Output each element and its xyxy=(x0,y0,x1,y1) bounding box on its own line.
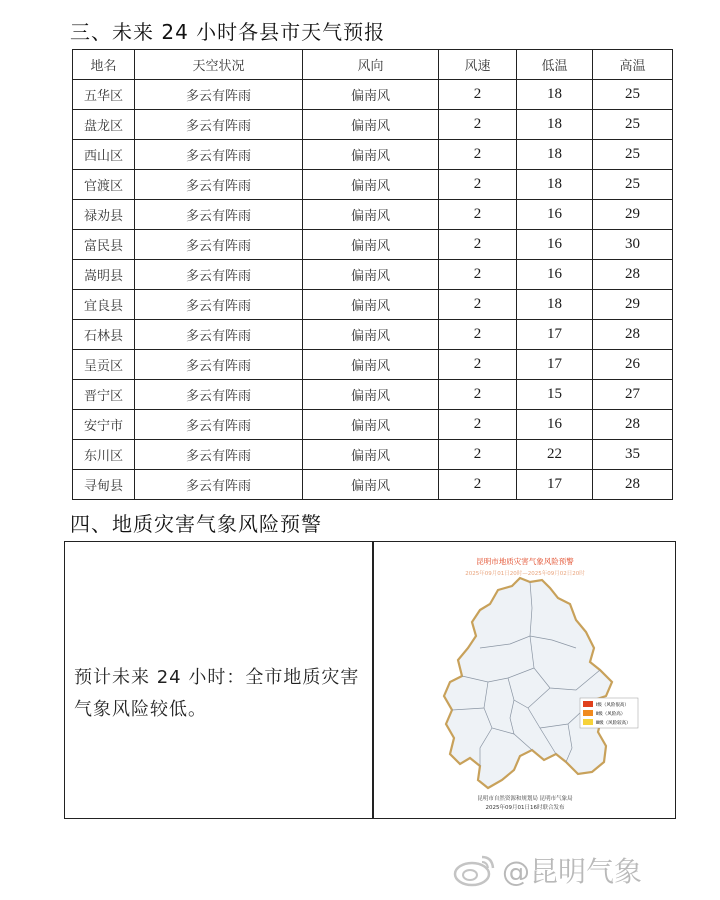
table-cell: 25 xyxy=(593,170,673,200)
table-row xyxy=(73,200,673,230)
table-cell: 多云有阵雨 xyxy=(135,260,303,290)
table-cell: 28 xyxy=(593,470,673,500)
column-header: 地名 xyxy=(73,50,135,80)
table-cell: 多云有阵雨 xyxy=(135,440,303,470)
table-cell: 2 xyxy=(439,260,517,290)
map-footer-date: 2025年09月01日16时联合发布 xyxy=(485,805,565,811)
column-header: 天空状况 xyxy=(135,50,303,80)
table-cell: 25 xyxy=(593,110,673,140)
table-cell: 偏南风 xyxy=(303,230,439,260)
table-cell: 安宁市 xyxy=(73,410,135,440)
table-cell: 27 xyxy=(593,380,673,410)
table-cell: 2 xyxy=(439,440,517,470)
map-footer-issuer: 昆明市自然资源和规划局 昆明市气象局 xyxy=(477,796,573,802)
table-cell: 2 xyxy=(439,290,517,320)
weibo-watermark xyxy=(452,850,642,890)
table-cell: 多云有阵雨 xyxy=(135,290,303,320)
legend-swatch-3 xyxy=(583,719,593,725)
table-row xyxy=(73,440,673,470)
table-cell: 17 xyxy=(517,350,593,380)
table-cell: 18 xyxy=(517,110,593,140)
table-cell: 16 xyxy=(517,200,593,230)
table-cell: 35 xyxy=(593,440,673,470)
table-cell: 多云有阵雨 xyxy=(135,230,303,260)
table-cell: 18 xyxy=(517,170,593,200)
table-row xyxy=(73,80,673,110)
table-cell: 多云有阵雨 xyxy=(135,350,303,380)
table-cell: 15 xyxy=(517,380,593,410)
table-cell: 盘龙区 xyxy=(73,110,135,140)
table-cell: 偏南风 xyxy=(303,260,439,290)
table-cell: 东川区 xyxy=(73,440,135,470)
table-cell: 偏南风 xyxy=(303,170,439,200)
map-subtitle: 2025年09月01日20时—2025年09月02日20时 xyxy=(465,571,585,577)
table-cell: 2 xyxy=(439,320,517,350)
kunming-outline xyxy=(444,578,612,788)
table-cell: 2 xyxy=(439,350,517,380)
legend-swatch-1 xyxy=(583,701,593,707)
column-header: 风向 xyxy=(303,50,439,80)
table-header-row xyxy=(73,50,673,80)
table-cell: 22 xyxy=(517,440,593,470)
table-cell: 2 xyxy=(439,140,517,170)
table-cell: 偏南风 xyxy=(303,350,439,380)
table-row xyxy=(73,380,673,410)
table-cell: 多云有阵雨 xyxy=(135,470,303,500)
risk-summary: 预计未来 24 小时：全市地质灾害气象风险较低。 xyxy=(74,667,360,720)
table-cell: 晋宁区 xyxy=(73,380,135,410)
table-cell: 18 xyxy=(517,140,593,170)
table-cell: 多云有阵雨 xyxy=(135,410,303,440)
table-cell: 26 xyxy=(593,350,673,380)
table-row xyxy=(73,320,673,350)
table-cell: 嵩明县 xyxy=(73,260,135,290)
map-title: 昆明市地质灾害气象风险预警 xyxy=(476,557,574,566)
table-cell: 富民县 xyxy=(73,230,135,260)
table-cell: 偏南风 xyxy=(303,80,439,110)
table-cell: 2 xyxy=(439,200,517,230)
table-cell: 偏南风 xyxy=(303,470,439,500)
table-cell: 多云有阵雨 xyxy=(135,80,303,110)
table-cell: 29 xyxy=(593,290,673,320)
legend-label-3: Ⅲ级（风险较高） xyxy=(596,721,631,726)
table-cell: 25 xyxy=(593,80,673,110)
table-row xyxy=(73,350,673,380)
table-cell: 多云有阵雨 xyxy=(135,380,303,410)
table-cell: 28 xyxy=(593,320,673,350)
table-row xyxy=(73,410,673,440)
table-cell: 石林县 xyxy=(73,320,135,350)
table-row xyxy=(73,140,673,170)
table-row xyxy=(73,290,673,320)
table-cell: 2 xyxy=(439,110,517,140)
table-cell: 25 xyxy=(593,140,673,170)
table-row xyxy=(73,110,673,140)
table-cell: 偏南风 xyxy=(303,380,439,410)
table-cell: 官渡区 xyxy=(73,170,135,200)
table-cell: 多云有阵雨 xyxy=(135,110,303,140)
table-cell: 偏南风 xyxy=(303,110,439,140)
table-row xyxy=(73,260,673,290)
table-cell: 29 xyxy=(593,200,673,230)
table-cell: 28 xyxy=(593,410,673,440)
section4-title: 四、地质灾害气象风险预警 xyxy=(70,512,322,536)
table-cell: 呈贡区 xyxy=(73,350,135,380)
table-cell: 16 xyxy=(517,260,593,290)
table-cell: 30 xyxy=(593,230,673,260)
legend-label-2: Ⅱ级（风险高） xyxy=(596,712,626,717)
watermark-text: @昆明气象 xyxy=(502,855,643,888)
table-cell: 宜良县 xyxy=(73,290,135,320)
table-cell: 偏南风 xyxy=(303,320,439,350)
table-cell: 多云有阵雨 xyxy=(135,170,303,200)
table-cell: 16 xyxy=(517,230,593,260)
table-cell: 寻甸县 xyxy=(73,470,135,500)
warning-box-divider xyxy=(372,541,374,819)
table-cell: 16 xyxy=(517,410,593,440)
table-cell: 禄劝县 xyxy=(73,200,135,230)
table-cell: 18 xyxy=(517,290,593,320)
table-cell: 五华区 xyxy=(73,80,135,110)
table-cell: 偏南风 xyxy=(303,410,439,440)
table-cell: 2 xyxy=(439,470,517,500)
table-cell: 多云有阵雨 xyxy=(135,200,303,230)
table-cell: 偏南风 xyxy=(303,140,439,170)
table-cell: 28 xyxy=(593,260,673,290)
table-cell: 2 xyxy=(439,170,517,200)
weather-forecast-table xyxy=(72,49,673,500)
table-cell: 偏南风 xyxy=(303,440,439,470)
table-row xyxy=(73,230,673,260)
map-legend xyxy=(580,698,638,728)
legend-swatch-2 xyxy=(583,710,593,716)
table-cell: 17 xyxy=(517,470,593,500)
table-row xyxy=(73,170,673,200)
table-cell: 2 xyxy=(439,80,517,110)
table-cell: 2 xyxy=(439,410,517,440)
table-cell: 多云有阵雨 xyxy=(135,320,303,350)
table-cell: 多云有阵雨 xyxy=(135,140,303,170)
table-cell: 偏南风 xyxy=(303,200,439,230)
table-cell: 18 xyxy=(517,80,593,110)
table-cell: 西山区 xyxy=(73,140,135,170)
table-cell: 17 xyxy=(517,320,593,350)
weibo-logo-icon xyxy=(452,853,496,887)
risk-warning-map xyxy=(380,548,670,814)
table-cell: 偏南风 xyxy=(303,290,439,320)
column-header: 高温 xyxy=(593,50,673,80)
legend-label-1: Ⅰ级（风险很高） xyxy=(596,703,629,708)
table-row xyxy=(73,470,673,500)
section3-title: 三、未来 24 小时各县市天气预报 xyxy=(70,20,386,44)
table-cell: 2 xyxy=(439,380,517,410)
table-cell: 2 xyxy=(439,230,517,260)
column-header: 风速 xyxy=(439,50,517,80)
column-header: 低温 xyxy=(517,50,593,80)
